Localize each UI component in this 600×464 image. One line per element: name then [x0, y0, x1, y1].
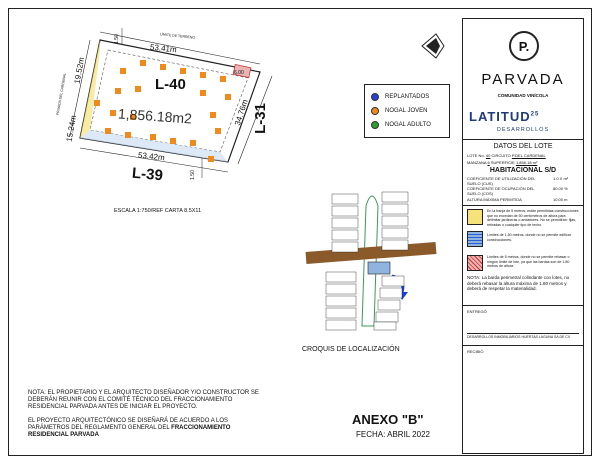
- panel-divider: [463, 345, 583, 346]
- red-zone-text: Límites de 5 metros, donde no se permite rebasar o ningún límite de lote, ya que las bardas son de 1.80 metros de altura.: [487, 255, 570, 268]
- note-1: NOTA: EL PROPIETARIO Y EL ARQUITECTO DISEÑADOR Y/O CONSTRUCTOR SE DEBERÁN REUNIR CON EL COMITÉ TÉCNICO DEL FRACCIONAMIENTO RESIDENCIAL PARVADA ANTES DE INICIAR EL PROYECTO.: [28, 390, 259, 410]
- panel-divider: [463, 205, 583, 206]
- yellow-zone-swatch: [467, 209, 483, 225]
- annex-title: ANEXO "B": [352, 412, 424, 427]
- company-name: DESARROLLOS INMOBILIARIOS HUERTAS LAGUNA SA DE CV: [467, 335, 571, 339]
- received-label: RECIBIÓ: [467, 349, 484, 354]
- bottom-dimension: 53.42m: [137, 150, 166, 163]
- yellow-zone-text: En la franja de 5 metros, están permitidas construcciones que no excedan de 50 centímetros de altura para delimitar jardineras o andadores. No se permitirán: fijas, retiradas o cualquier tipo de techo.: [487, 209, 579, 227]
- legend-item-replantados: REPLANTADOS: [371, 93, 429, 101]
- legend-item-nogal-adulto: NOGAL ADULTO: [371, 121, 431, 129]
- legend-item-nogal-joven: NOGAL JOVEN: [371, 107, 427, 115]
- partner-name: LATITUD$^{25}$: [469, 109, 540, 124]
- replant-marker-icon: [371, 93, 379, 101]
- restriction-note: NOTA: La barda perimetral colindante con lotes, no deberá rebasar la altura máxima de 1.80 metros y deberá de respetar la materialidad.: [467, 275, 570, 291]
- corner-label: 6.00: [234, 70, 244, 76]
- brand-tagline: COMUNIDAD VINÍCOLA: [497, 93, 549, 98]
- neighbor-east: L-31: [251, 103, 269, 134]
- blue-zone-swatch: [467, 231, 483, 247]
- brand-name: PARVADA: [481, 71, 565, 88]
- height-label: ALTURA MÁXIMA PERMITIDA: [467, 197, 522, 202]
- delivered-label: ENTREGÓ: [467, 309, 487, 314]
- cus-label: COEFICIENTE DE UTILIZACIÓN DEL SUELO (CUS): [467, 176, 536, 186]
- title-block: [462, 18, 584, 454]
- note-2: EL PROYECTO ARQUITECTÓNICO SE DISEÑARÁ DE ACUERDO A LOS PARÁMETROS DEL REGLAMENTO GENERAL DEL FRACCIONAMIENTO RESIDENCIAL PARVADA: [28, 418, 231, 438]
- height-value: 10.00 m: [553, 197, 568, 202]
- cos-value: 80.00 %: [553, 186, 568, 191]
- lot-number-row: LOTE No. 40 CIRCUITO P.DEL CARDENAL: [467, 153, 546, 158]
- panel-divider: [463, 305, 583, 306]
- bottom-small-dimension: 1.50: [189, 170, 196, 180]
- location-sketch: [296, 176, 446, 336]
- left-dimension-2: 15.24m: [64, 114, 79, 143]
- right-dimension: 34.76m: [232, 98, 250, 127]
- adult-tree-marker-icon: [371, 121, 379, 129]
- red-zone-swatch: [467, 255, 483, 271]
- scale-note: ESCALA 1:750/REF CARTA 8.5X11: [114, 208, 202, 214]
- land-use-title: HABITACIONAL S/D: [489, 167, 557, 174]
- lot-label: L-40: [155, 76, 186, 93]
- lot-data-title: DATOS DEL LOTE: [493, 143, 553, 150]
- cos-label: COEFICIENTE DE OCUPACIÓN DEL SUELO (COS): [467, 186, 535, 196]
- top-dimension: 53.41m: [149, 42, 178, 55]
- top-road-label: LÍMITE DE TERRENO: [159, 32, 196, 40]
- parvada-logo-icon: P.: [509, 31, 539, 61]
- signature-line: [467, 333, 579, 334]
- neighbor-south: L-39: [131, 164, 164, 185]
- block-area-row: MANZANA 6 SUPERFICIE 1,856.18 m²: [467, 160, 538, 165]
- location-title: CROQUIS DE LOCALIZACIÓN: [302, 346, 400, 353]
- legend: [364, 84, 450, 138]
- annex-date: FECHA: ABRIL 2022: [356, 430, 430, 439]
- partner-sub: DESARROLLOS: [496, 127, 550, 133]
- left-road-label: PRIVADA DEL CARDENAL: [55, 72, 67, 116]
- top-small-dimension: 1.50: [113, 34, 120, 44]
- young-tree-marker-icon: [371, 107, 379, 115]
- north-arrow-icon: [418, 32, 448, 60]
- lot-area: 1,856.18m2: [117, 105, 193, 127]
- blue-zone-text: Límites de 1.50 metros, donde no se permite edificar construcciones.: [487, 233, 571, 242]
- cus-value: 1.0 X m²: [553, 176, 569, 181]
- left-dimension: 19.52m: [72, 56, 87, 85]
- panel-divider: [463, 139, 583, 140]
